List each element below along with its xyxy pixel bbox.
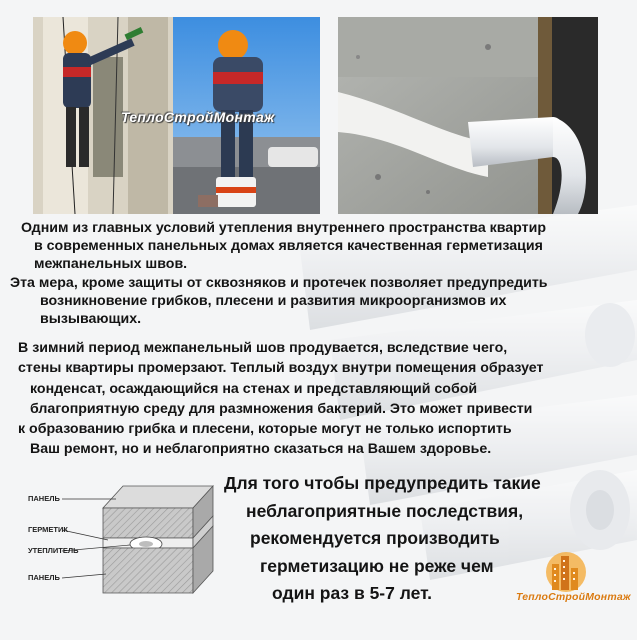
intro-line: Одним из главных условий утепления внутреннего пространства квартир xyxy=(21,220,546,236)
recommendation-line: один раз в 5-7 лет. xyxy=(272,583,433,603)
winter-line: благоприятную среду для размножения бактерий. Это может привести xyxy=(30,400,533,417)
diagram-label-panel: ПАНЕЛЬ xyxy=(28,573,60,582)
diagram-label-sealant: ГЕРМЕТИК xyxy=(28,525,68,534)
intro-line: в современных панельных домах является качественная герметизация xyxy=(34,238,543,255)
recommendation-line: рекомендуется производить xyxy=(250,528,500,548)
diagram-label-insulation: УТЕПЛИТЕЛЬ xyxy=(28,546,79,555)
company-logo-text: ТеплоСтройМонтаж xyxy=(516,591,631,603)
diagram-label-panel: ПАНЕЛЬ xyxy=(28,494,60,503)
winter-paragraph xyxy=(18,338,543,460)
measure-line: возникновение грибков, плесени и развития микроорганизмов их xyxy=(40,293,507,310)
intro-line: межпанельных швов. xyxy=(34,256,188,273)
recommendation-line: герметизацию не реже чем xyxy=(260,555,494,576)
recommendation-text xyxy=(224,470,541,608)
seam-photo xyxy=(338,17,598,214)
seam-diagram xyxy=(28,478,228,628)
winter-line: стены квартиры промерзают. Теплый воздух внутри помещения образует xyxy=(18,360,544,377)
winter-line: к образованию грибка и плесени, которые могут не только испортить xyxy=(18,421,512,438)
winter-line: В зимний период межпанельный шов продувается, вследствие чего, xyxy=(18,340,508,356)
measure-paragraph xyxy=(10,274,548,329)
intro-paragraph xyxy=(21,219,546,274)
recommendation-line: неблагоприятные последствия, xyxy=(246,500,524,521)
measure-line: вызывающих. xyxy=(40,311,142,328)
measure-line: Эта мера, кроме защиты от сквозняков и протечек позволяет предупредить xyxy=(10,275,548,291)
company-logo-icon xyxy=(540,548,592,594)
winter-line: Ваш ремонт, но и неблагоприятно сказаться на Вашем здоровье. xyxy=(30,441,492,458)
watermark: ТеплоСтройМонтаж xyxy=(121,109,275,125)
workers-photo xyxy=(33,17,320,214)
recommendation-line: Для того чтобы предупредить такие xyxy=(224,473,541,493)
winter-line: конденсат, осаждающийся на стенах и представляющий собой xyxy=(30,380,478,397)
